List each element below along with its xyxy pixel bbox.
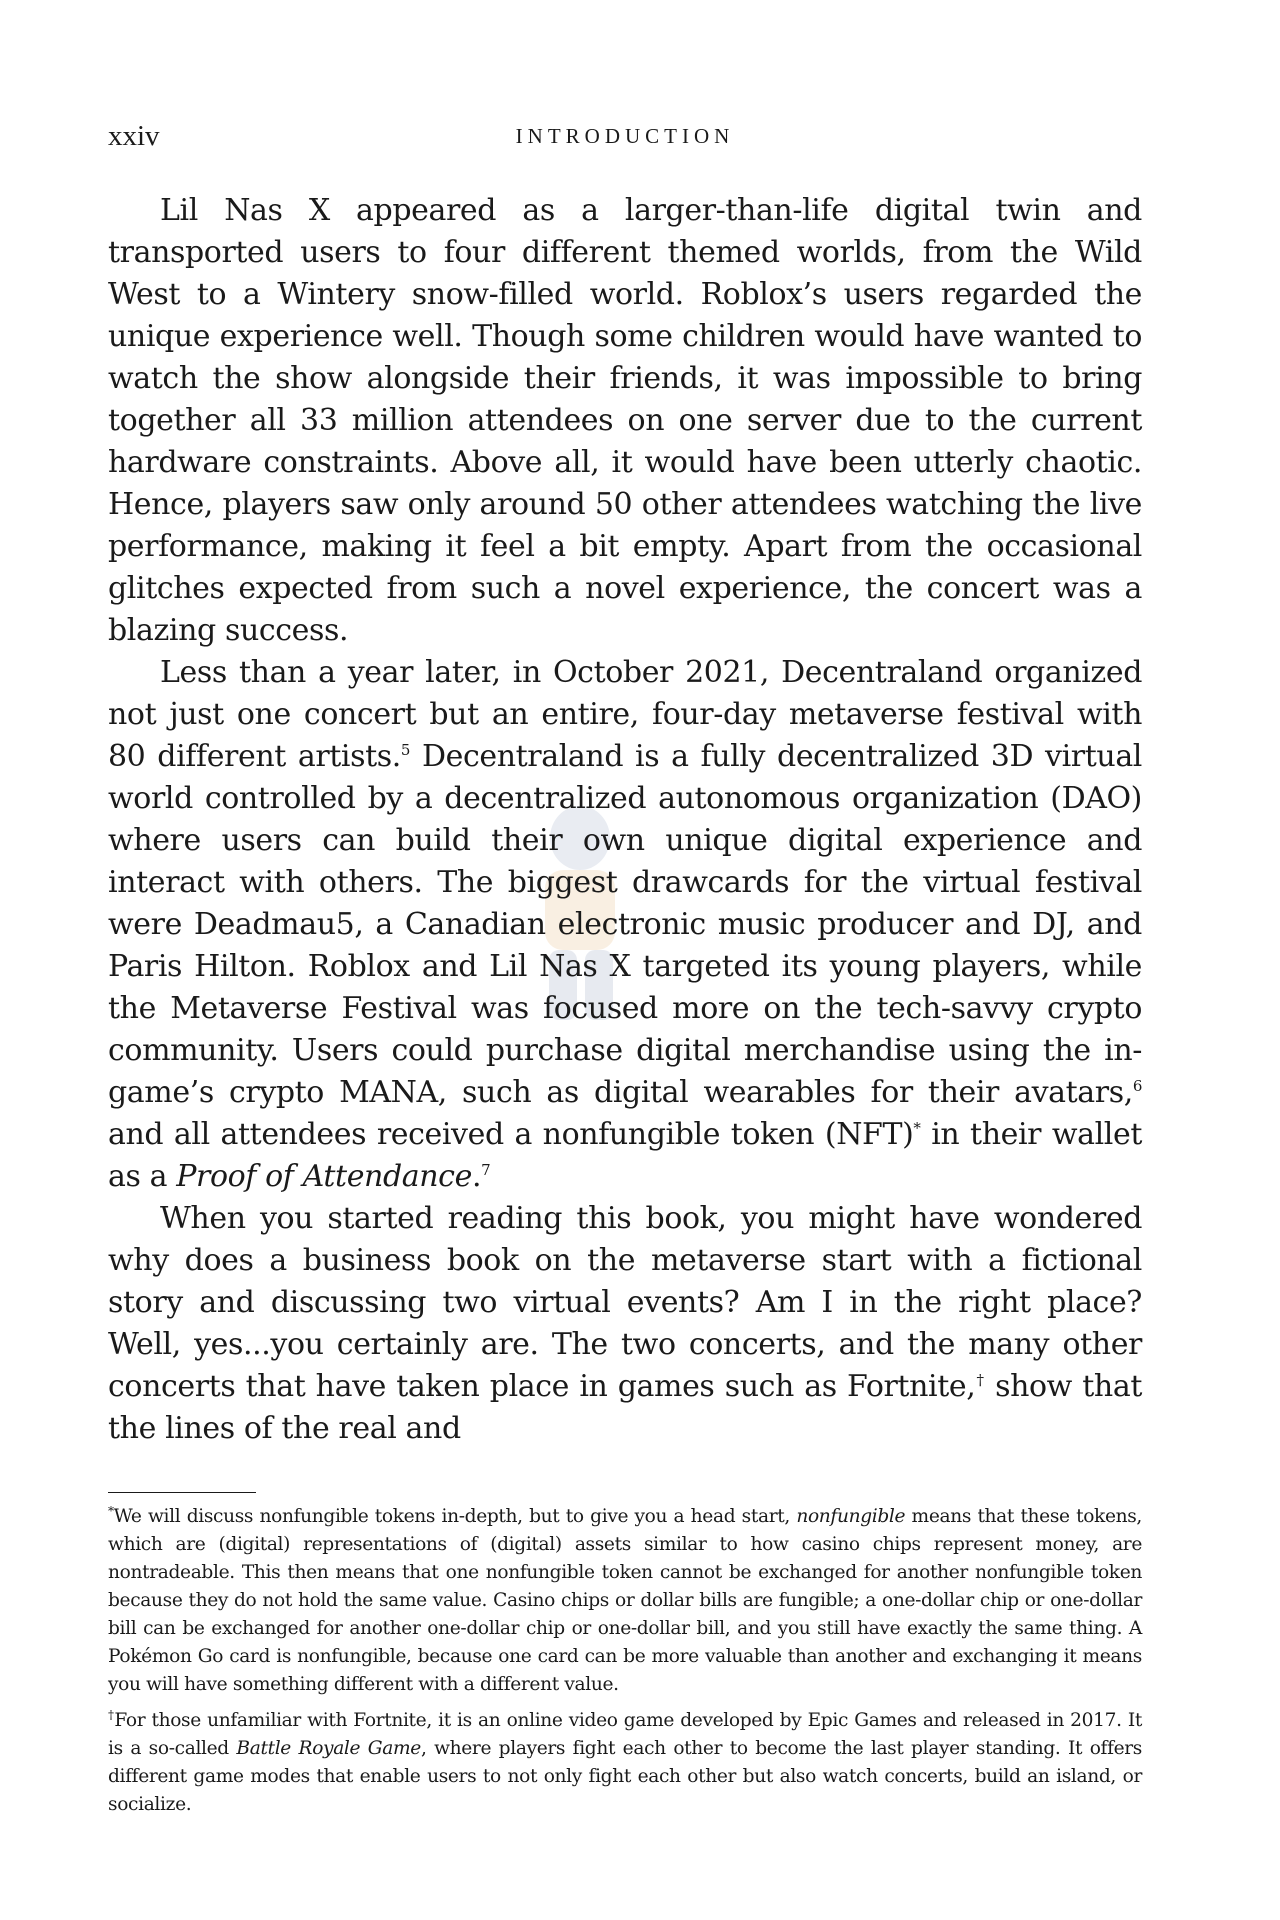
footnote-2 [108,1707,1142,1819]
paragraph-3-text-b: show that the lines of the real and [108,1369,1142,1446]
paragraph-2-text-a: Less than a year later, in October 2021, Decentraland organized not just one concert but an entire, four-day metaverse festival with 80 different artists. [108,655,1142,774]
paragraph-3-text-a: When you started reading this book, you might have wondered why does a business book on the metaverse start with a fictional story and discussing two virtual events? Am I in the right place? Well, yes...you certainly are. The two concerts, and the many other concerts that have taken place in games such as Fortnite, [108,1201,1142,1404]
footnote-ref-dagger: † [975,1371,985,1389]
running-title: INTRODUCTION [515,124,735,148]
paragraph-2-text-c: and all attendees received a nonfungible token (NFT) [108,1117,914,1152]
footnote-1-italic: nonfungible [796,1506,906,1527]
footnote-1-text-a: We will discuss nonfungible tokens in-depth, but to give you a head start, [113,1506,797,1527]
paragraph-2 [108,652,1142,1198]
footnote-1-text-b: means that these tokens, which are (digital) representations of (digital) assets similar to how casino chips represent money, are nontradeable. This then means that one nonfungible token cannot be exchanged for another nonfungible token because they do not hold the same value. Casino chips or dollar bills are fungible; a one-dollar chip or one-dollar bill can be exchanged for another one-dollar chip or one-dollar bill, and you still have exactly the same thing. A Pokémon Go card is nonfungible, because one card can be more valuable than another and exchanging it means you will have something different with a different value. [108,1506,1142,1695]
endnote-ref-7: 7 [481,1161,491,1179]
body-text [108,190,1142,1450]
running-head [108,110,1142,150]
paragraph-2-italic: Proof of Attendance [176,1159,472,1194]
endnote-ref-5: 5 [400,741,411,759]
book-page [108,110,1142,1827]
page-number: xxiv [108,120,160,152]
footnote-2-text-a: For those unfamiliar with Fortnite, it is an online video game developed by Epic Games and released in 2017. It is a so-called [108,1710,1142,1759]
footnote-1 [108,1503,1142,1699]
paragraph-2-text-d: in their wallet as a [108,1117,1142,1194]
paragraph-1: Lil Nas X appeared as a larger-than-life digital twin and transported users to four different themed worlds, from the Wild West to a Wintery snow-filled world. Roblox’s users regarded the unique experience well. Though some children would have wanted to watch the show alongside their friends, it was impossible to bring together all 33 million attendees on one server due to the current hardware constraints. Above all, it would have been utterly chaotic. Hence, players saw only around 50 other attendees watching the live performance, making it feel a bit empty. Apart from the occasional glitches expected from such a novel experience, the concert was a blazing success. [108,193,1142,648]
footnote-ref-asterisk: * [913,1119,921,1137]
footnote-1-mark: * [108,1503,114,1518]
footnote-2-mark: † [108,1707,115,1722]
paragraph-3 [108,1198,1142,1450]
paragraph-2-text-e: . [471,1159,482,1194]
footnote-2-italic: Battle Royale Game [236,1738,421,1759]
endnote-ref-6: 6 [1132,1077,1142,1095]
footnote-divider [108,1492,256,1493]
footnote-2-text-b: , where players fight each other to become the last player standing. It offers different game modes that enable users to not only fight each other but also watch concerts, build an island, or socialize. [108,1738,1142,1815]
footnotes [108,1503,1142,1819]
paragraph-2-text-b: Decentraland is a fully decentralized 3D virtual world controlled by a decentralized autonomous organization (DAO) where users can build their own unique digital experience and interact with others. The biggest drawcards for the virtual festival were Deadmau5, a Canadian electronic music producer and DJ, and Paris Hilton. Roblox and Lil Nas X targeted its young players, while the Metaverse Festival was focused more on the tech-savvy crypto community. Users could purchase digital merchandise using the in-game’s crypto MANA, such as digital wearables for their avatars, [108,739,1142,1110]
